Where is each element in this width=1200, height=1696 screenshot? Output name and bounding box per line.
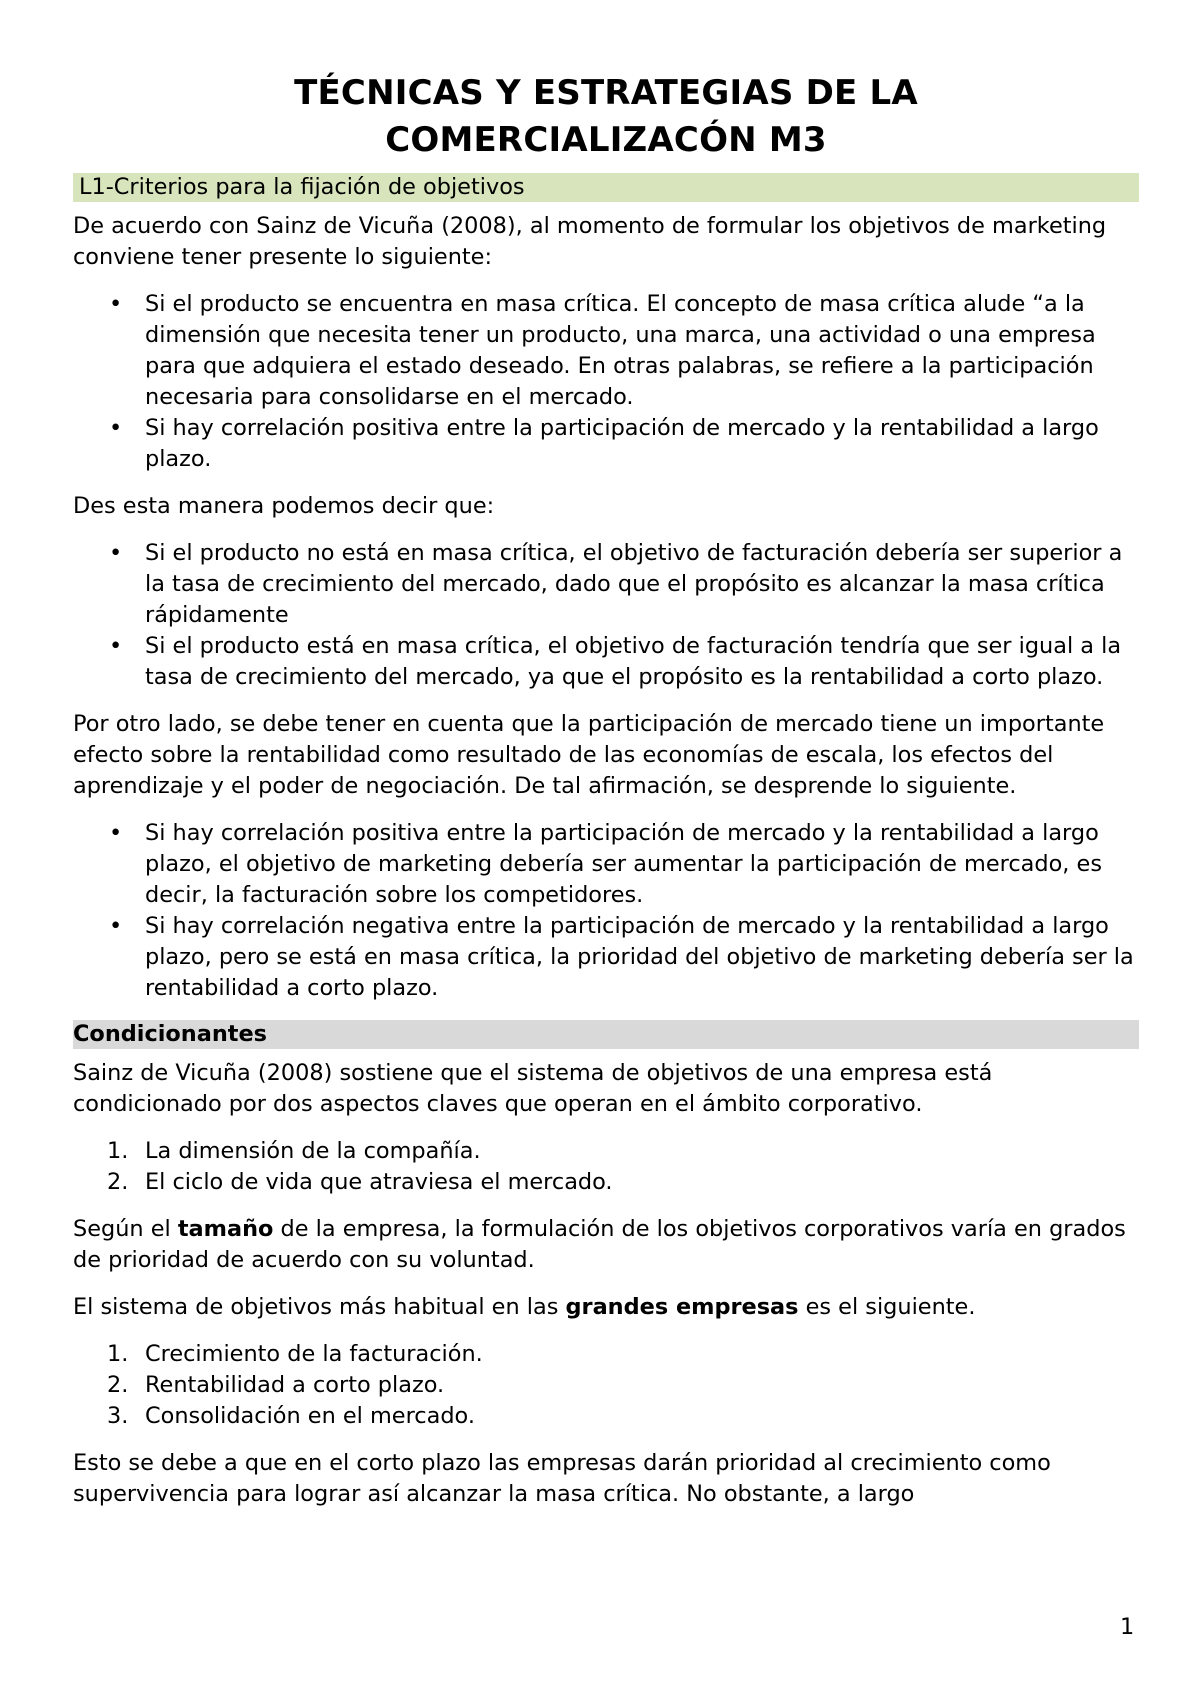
bullet-icon: • — [109, 913, 123, 939]
list-number: 2. — [107, 1372, 129, 1398]
bullet-icon: • — [109, 291, 123, 317]
list-item-text: Si el producto está en masa crítica, el objetivo de facturación tendría que ser igual a la tasa de crecimiento del mercado, ya que el propósito es la rentabilidad a corto plazo. — [145, 633, 1122, 690]
title-line-2: COMERCIALIZACÓN M3 — [385, 120, 827, 160]
list-item — [109, 289, 1139, 413]
list-item — [109, 911, 1139, 1004]
text-run: Según el — [73, 1216, 178, 1242]
list-item-text: Si el producto se encuentra en masa crítica. El concepto de masa crítica alude “a la dimensión que necesita tener un producto, una marca, una actividad o una empresa para que adquiera el estado deseado. En otras palabras, se refiere a la participación necesaria para consolidarse en el mercado. — [145, 291, 1096, 410]
bullet-list-1 — [73, 289, 1139, 475]
section-heading-condicionantes: Condicionantes — [73, 1020, 1139, 1049]
list-item-text: La dimensión de la compañía. — [145, 1138, 481, 1164]
list-item — [107, 1370, 1139, 1401]
list-item — [107, 1401, 1139, 1432]
paragraph-grandes-empresas — [73, 1292, 1139, 1323]
numbered-list-2 — [73, 1339, 1139, 1432]
list-item — [109, 413, 1139, 475]
bold-term: grandes empresas — [565, 1294, 799, 1320]
list-item — [107, 1339, 1139, 1370]
paragraph-conclusion: Des esta manera podemos decir que: — [73, 493, 495, 519]
list-item — [107, 1167, 1139, 1198]
bold-term: tamaño — [177, 1216, 274, 1242]
list-number: 1. — [107, 1138, 129, 1164]
paragraph-closing: Esto se debe a que en el corto plazo las empresas darán prioridad al crecimiento como supervivencia para lograr así alcanzar la masa crítica. No obstante, a largo — [73, 1450, 1051, 1507]
page-number: 1 — [1120, 1614, 1135, 1640]
list-item-text: Si hay correlación positiva entre la participación de mercado y la rentabilidad a largo plazo, el objetivo de marketing debería ser aumentar la participación de mercado, es decir, la facturación sobre los competidores. — [145, 820, 1102, 908]
document-title — [73, 70, 1139, 164]
list-number: 3. — [107, 1403, 129, 1429]
list-item-text: Si el producto no está en masa crítica, el objetivo de facturación debería ser superior a la tasa de crecimiento del mercado, dado que el propósito es alcanzar la masa crítica rápidamente — [145, 540, 1123, 628]
list-number: 2. — [107, 1169, 129, 1195]
bullet-icon: • — [109, 415, 123, 441]
text-run: es el siguiente. — [798, 1294, 976, 1320]
bullet-icon: • — [109, 633, 123, 659]
page-content — [73, 70, 1139, 1526]
list-item-text: Crecimiento de la facturación. — [145, 1341, 483, 1367]
numbered-list-1 — [73, 1136, 1139, 1198]
list-item — [109, 631, 1139, 693]
list-item — [109, 538, 1139, 631]
bullet-list-3 — [73, 818, 1139, 1004]
paragraph-condicionantes-intro: Sainz de Vicuña (2008) sostiene que el sistema de objetivos de una empresa está condicionado por dos aspectos claves que operan en el ámbito corporativo. — [73, 1060, 993, 1117]
bullet-icon: • — [109, 820, 123, 846]
list-item-text: Si hay correlación positiva entre la participación de mercado y la rentabilidad a largo plazo. — [145, 415, 1099, 472]
text-run: El sistema de objetivos más habitual en las — [73, 1294, 566, 1320]
list-item — [107, 1136, 1139, 1167]
list-item — [109, 818, 1139, 911]
paragraph-tamano — [73, 1214, 1139, 1276]
list-item-text: Consolidación en el mercado. — [145, 1403, 475, 1429]
list-number: 1. — [107, 1341, 129, 1367]
text-run: de la empresa, la formulación de los objetivos corporativos varía en grados de prioridad de acuerdo con su voluntad. — [73, 1216, 1126, 1273]
list-item-text: Si hay correlación negativa entre la participación de mercado y la rentabilidad a largo plazo, pero se está en masa crítica, la prioridad del objetivo de marketing debería ser la rentabilidad a corto plazo. — [145, 913, 1134, 1001]
list-item-text: El ciclo de vida que atraviesa el mercado. — [145, 1169, 613, 1195]
section-heading-criterios: L1-Criterios para la fijación de objetivos — [73, 173, 1139, 202]
title-line-1: TÉCNICAS Y ESTRATEGIAS DE LA — [294, 73, 918, 113]
paragraph-intro: De acuerdo con Sainz de Vicuña (2008), al momento de formular los objetivos de marketing conviene tener presente lo siguiente: — [73, 213, 1107, 270]
bullet-icon: • — [109, 540, 123, 566]
paragraph-market-share: Por otro lado, se debe tener en cuenta que la participación de mercado tiene un importante efecto sobre la rentabilidad como resultado de las economías de escala, los efectos del aprendizaje y el poder de negociación. De tal afirmación, se desprende lo siguiente. — [73, 711, 1105, 799]
list-item-text: Rentabilidad a corto plazo. — [145, 1372, 445, 1398]
bullet-list-2 — [73, 538, 1139, 693]
